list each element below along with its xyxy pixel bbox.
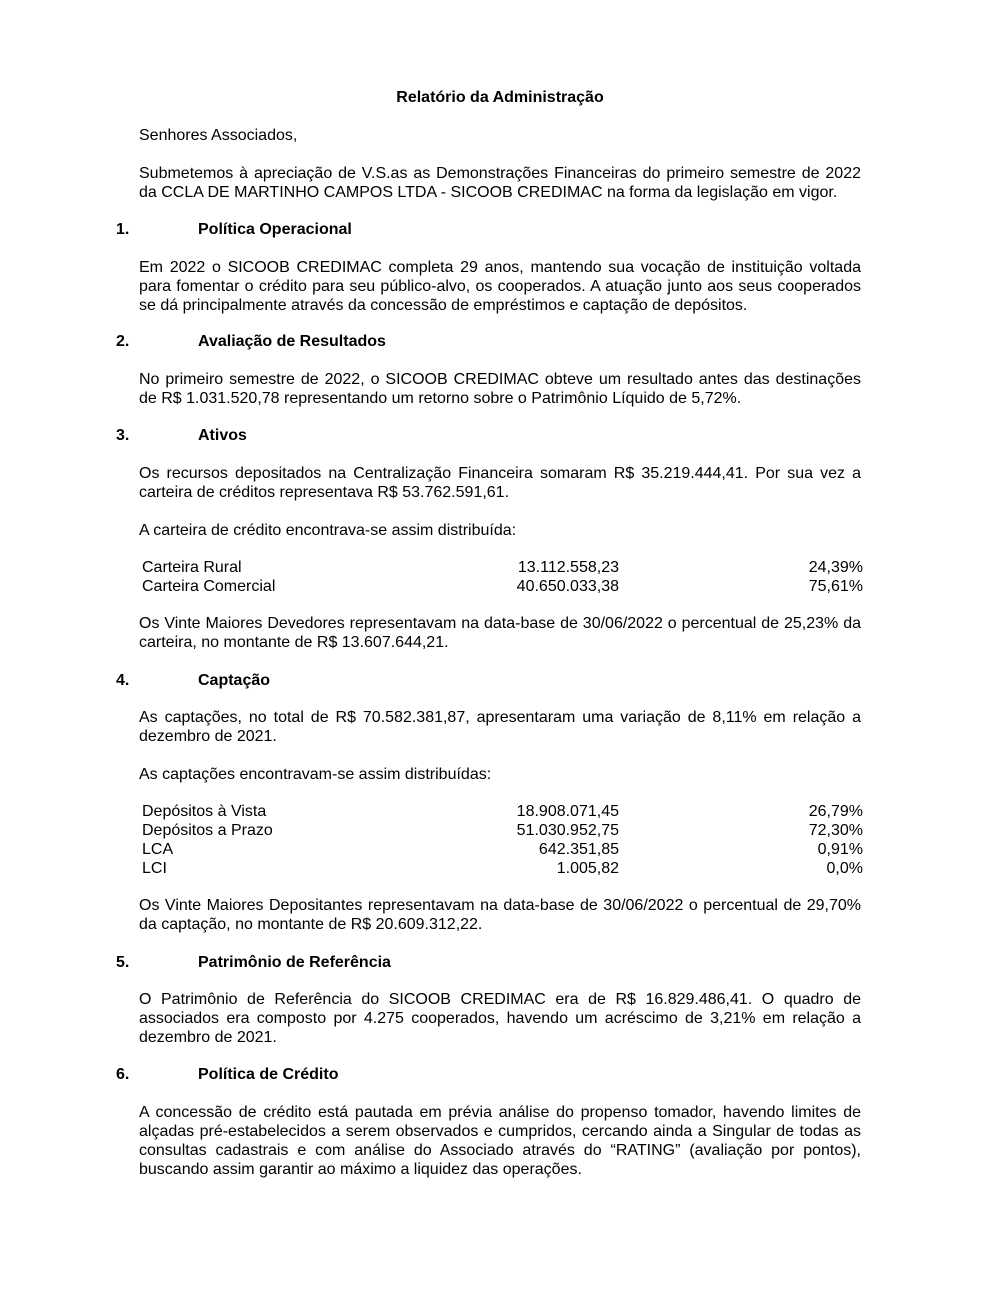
section-heading-5 (116, 953, 391, 972)
row-value: 1.005,82 (556, 860, 619, 877)
section-heading-1 (116, 220, 352, 239)
section-number: 4. (116, 672, 130, 689)
table-row (142, 859, 863, 878)
section-title: Avaliação de Resultados (198, 333, 386, 350)
table-row (142, 558, 863, 577)
row-label: LCA (142, 841, 174, 858)
deposits-table (142, 802, 863, 878)
row-value: 51.030.952,75 (516, 822, 619, 839)
row-percent: 75,61% (808, 578, 863, 595)
section-5-paragraph: O Patrimônio de Referência do SICOOB CREDIMAC era de R$ 16.829.486,41. O quadro de associados era composto por 4.275 cooperados, havendo um acréscimo de 3,21% em relação a dezembro de 2021. (139, 991, 861, 1046)
section-4-paragraph-2: As captações encontravam-se assim distribuídas: (139, 766, 492, 783)
section-1-paragraph: Em 2022 o SICOOB CREDIMAC completa 29 anos, mantendo sua vocação de instituição voltada para fomentar o crédito para seu público-alvo, os cooperados. A atuação junto aos seus cooperados se dá principalmente através da concessão de empréstimos e captação de depósitos. (139, 259, 861, 314)
section-title: Política de Crédito (198, 1066, 339, 1083)
row-label: Carteira Comercial (142, 578, 276, 595)
greeting: Senhores Associados, (139, 127, 298, 144)
section-number: 6. (116, 1066, 130, 1083)
section-title: Captação (198, 672, 271, 689)
section-heading-6 (116, 1065, 338, 1084)
section-3-paragraph-1: Os recursos depositados na Centralização Financeira somaram R$ 35.219.444,41. Por sua vez a carteira de créditos representava R$ 53.762.591,61. (139, 465, 861, 501)
table-row (142, 802, 863, 821)
section-2-paragraph: No primeiro semestre de 2022, o SICOOB CREDIMAC obteve um resultado antes das destinações de R$ 1.031.520,78 representando um retorno sobre o Patrimônio Líquido de 5,72%. (139, 371, 861, 407)
row-value: 18.908.071,45 (516, 803, 619, 820)
document-title: Relatório da Administração (396, 89, 604, 106)
section-heading-3 (116, 426, 247, 445)
row-value: 13.112.558,23 (517, 559, 619, 576)
table-row (142, 840, 863, 859)
row-percent: 0,91% (817, 841, 863, 858)
section-heading-4 (116, 671, 270, 690)
row-percent: 0,0% (826, 860, 863, 877)
row-percent: 72,30% (808, 822, 863, 839)
section-3-paragraph-3: Os Vinte Maiores Devedores representavam na data-base de 30/06/2022 o percentual de 25,23% da carteira, no montante de R$ 13.607.644,21. (139, 615, 861, 651)
section-number: 5. (116, 954, 130, 971)
row-label: LCI (142, 860, 167, 877)
section-number: 3. (116, 427, 130, 444)
row-value: 40.650.033,38 (516, 578, 619, 595)
intro-paragraph: Submetemos à apreciação de V.S.as as Demonstrações Financeiras do primeiro semestre de 2022 da CCLA DE MARTINHO CAMPOS LTDA - SICOOB CREDIMAC na forma da legislação em vigor. (139, 165, 861, 201)
section-4-paragraph-1: As captações, no total de R$ 70.582.381,87, apresentaram uma variação de 8,11% em relação a dezembro de 2021. (139, 709, 861, 745)
section-heading-2 (116, 332, 386, 351)
row-percent: 26,79% (808, 803, 863, 820)
section-6-paragraph: A concessão de crédito está pautada em prévia análise do propenso tomador, havendo limites de alçadas pré-estabelecidos a serem observados e cumpridos, cercando ainda a Singular de todas as consultas cadastrais e com análise do Associado através do “RATING” (avaliação por pontos), buscando assim garantir ao máximo a liquidez das operações. (139, 1104, 861, 1178)
section-number: 1. (116, 221, 130, 238)
row-label: Depósitos à Vista (142, 803, 267, 820)
section-title: Ativos (198, 427, 247, 444)
row-percent: 24,39% (808, 559, 863, 576)
credit-portfolio-table (142, 558, 863, 596)
row-label: Depósitos a Prazo (142, 822, 273, 839)
section-3-paragraph-2: A carteira de crédito encontrava-se assim distribuída: (139, 522, 517, 539)
row-label: Carteira Rural (142, 559, 242, 576)
row-value: 642.351,85 (538, 841, 619, 858)
table-row (142, 577, 863, 596)
section-title: Política Operacional (198, 221, 352, 238)
table-row (142, 821, 863, 840)
section-title: Patrimônio de Referência (198, 954, 391, 971)
section-4-paragraph-3: Os Vinte Maiores Depositantes representavam na data-base de 30/06/2022 o percentual de 29,70% da captação, no montante de R$ 20.609.312,22. (139, 897, 861, 933)
section-number: 2. (116, 333, 130, 350)
